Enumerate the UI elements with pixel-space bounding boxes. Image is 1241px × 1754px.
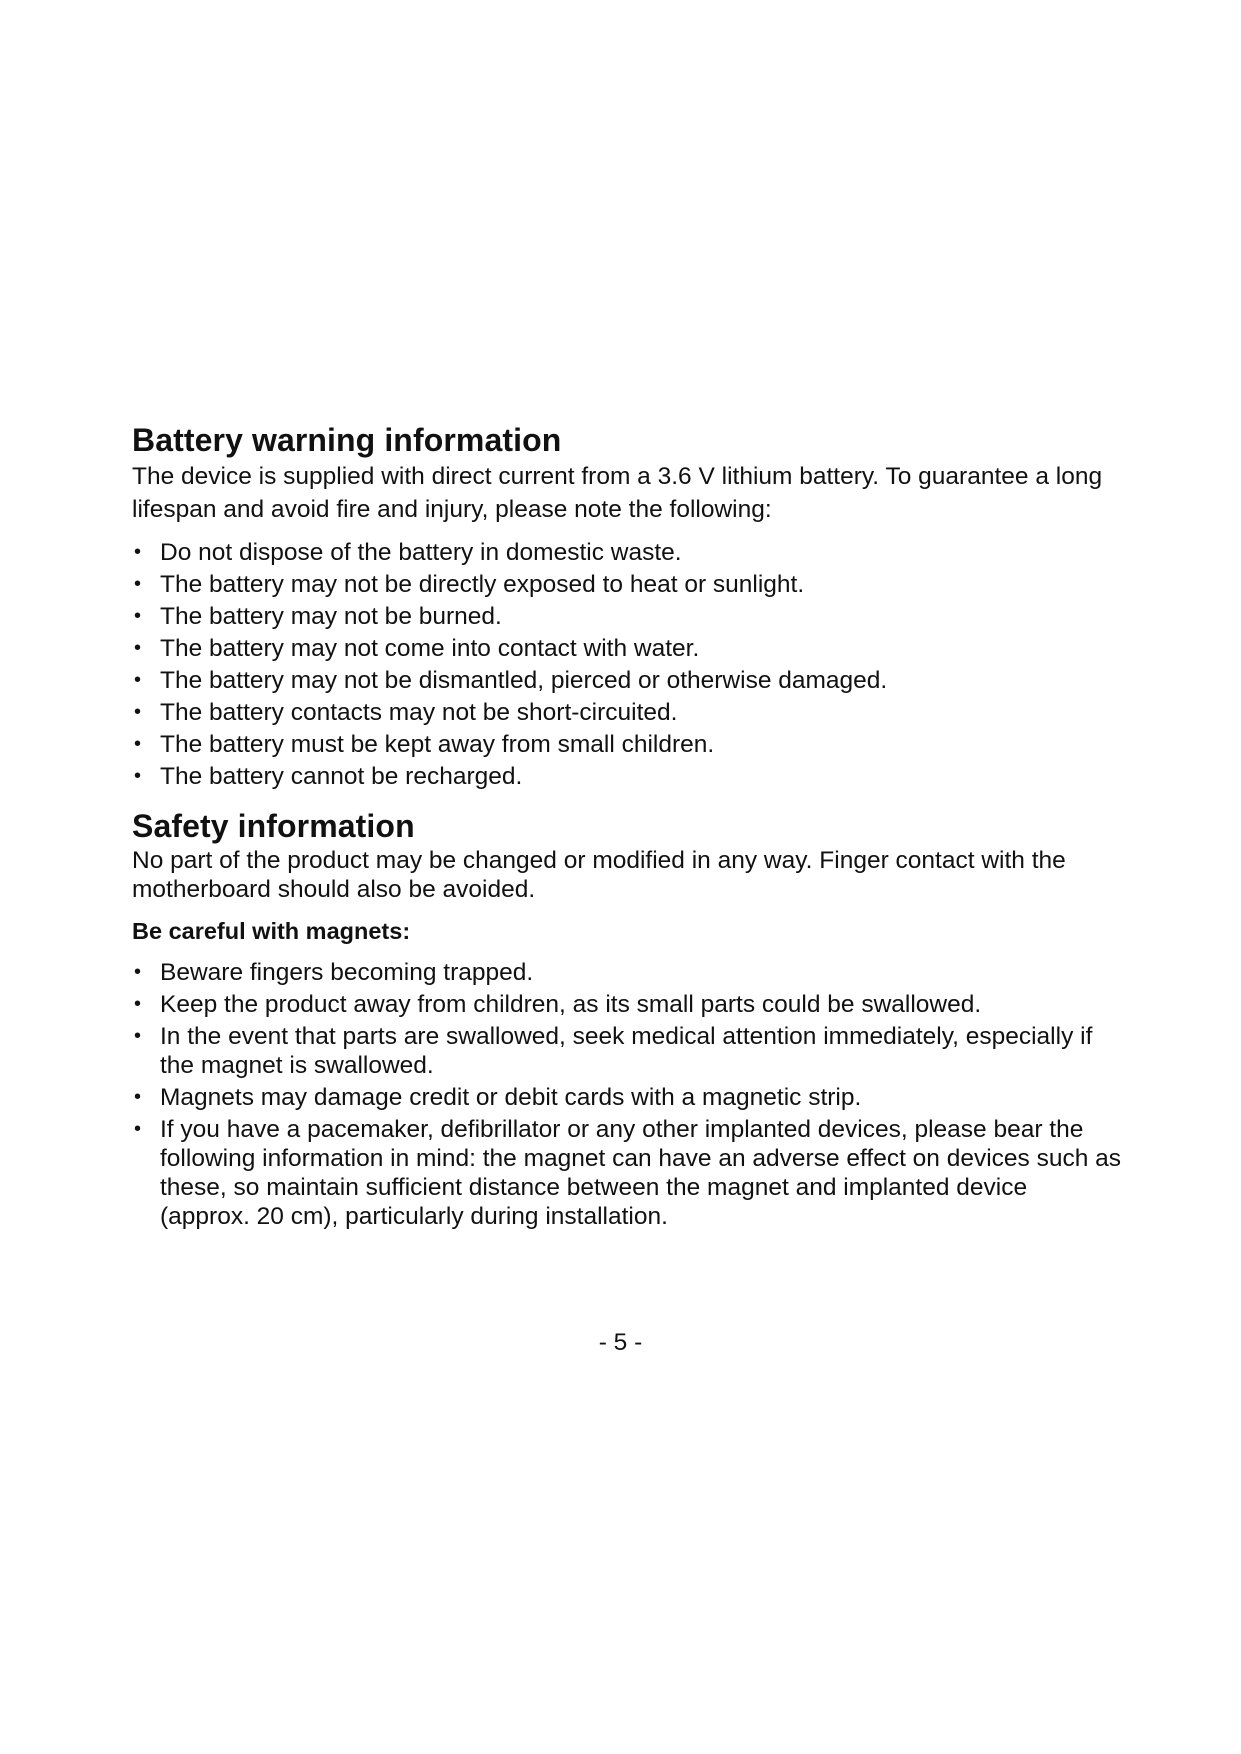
list-item: • Beware fingers becoming trapped.: [134, 959, 534, 986]
bullet-icon: •: [134, 669, 142, 691]
list-item: • The battery may not be directly exposed to heat or sunlight.: [134, 571, 805, 598]
page-number: - 5 -: [598, 1329, 643, 1356]
document-page: [132, 420, 1122, 1234]
bullet-icon: •: [134, 993, 142, 1015]
bullet-icon: •: [134, 733, 142, 755]
battery-intro: The device is supplied with direct current from a 3.6 V lithium battery. To guarantee a long lifespan and avoid fire and injury, please note the following:: [132, 463, 1103, 523]
bullet-icon: •: [134, 637, 142, 659]
safety-intro: No part of the product may be changed or modified in any way. Finger contact with the motherboard should also be avoided.: [132, 847, 1066, 903]
list-item: • The battery cannot be recharged.: [134, 763, 523, 790]
list-item: • In the event that parts are swallowed, seek medical attention immediately, especially if the magnet is swallowed.: [134, 1023, 1093, 1079]
bullet-icon: •: [134, 1118, 142, 1140]
list-item: • Magnets may damage credit or debit cards with a magnetic strip.: [134, 1084, 862, 1111]
bullet-icon: •: [134, 1086, 142, 1108]
magnet-safety-list: [132, 958, 1122, 1231]
battery-heading: Battery warning information: [132, 422, 562, 458]
bullet-icon: •: [134, 701, 142, 723]
bullet-icon: •: [134, 961, 142, 983]
list-item: • The battery must be kept away from small children.: [134, 731, 715, 758]
battery-warning-list: [132, 538, 1122, 791]
bullet-icon: •: [134, 573, 142, 595]
list-item: • The battery may not be dismantled, pierced or otherwise damaged.: [134, 667, 888, 694]
list-item: • Keep the product away from children, as its small parts could be swallowed.: [134, 991, 982, 1018]
magnets-subheading: Be careful with magnets:: [132, 918, 411, 944]
list-item: • The battery may not be burned.: [134, 603, 502, 630]
bullet-icon: •: [134, 1025, 142, 1047]
bullet-icon: •: [134, 765, 142, 787]
list-item: • Do not dispose of the battery in domestic waste.: [134, 539, 682, 566]
list-item: • The battery may not come into contact with water.: [134, 635, 700, 662]
list-item: • If you have a pacemaker, defibrillator or any other implanted devices, please bear the following information in mind: the magnet can have an adverse effect on devices such as these, so maintain sufficient distance between the magnet and implanted device (approx. 20 cm), particularly during installation.: [134, 1116, 1122, 1230]
list-item: • The battery contacts may not be short-circuited.: [134, 699, 678, 726]
bullet-icon: •: [134, 541, 142, 563]
safety-heading: Safety information: [132, 808, 415, 844]
bullet-icon: •: [134, 605, 142, 627]
